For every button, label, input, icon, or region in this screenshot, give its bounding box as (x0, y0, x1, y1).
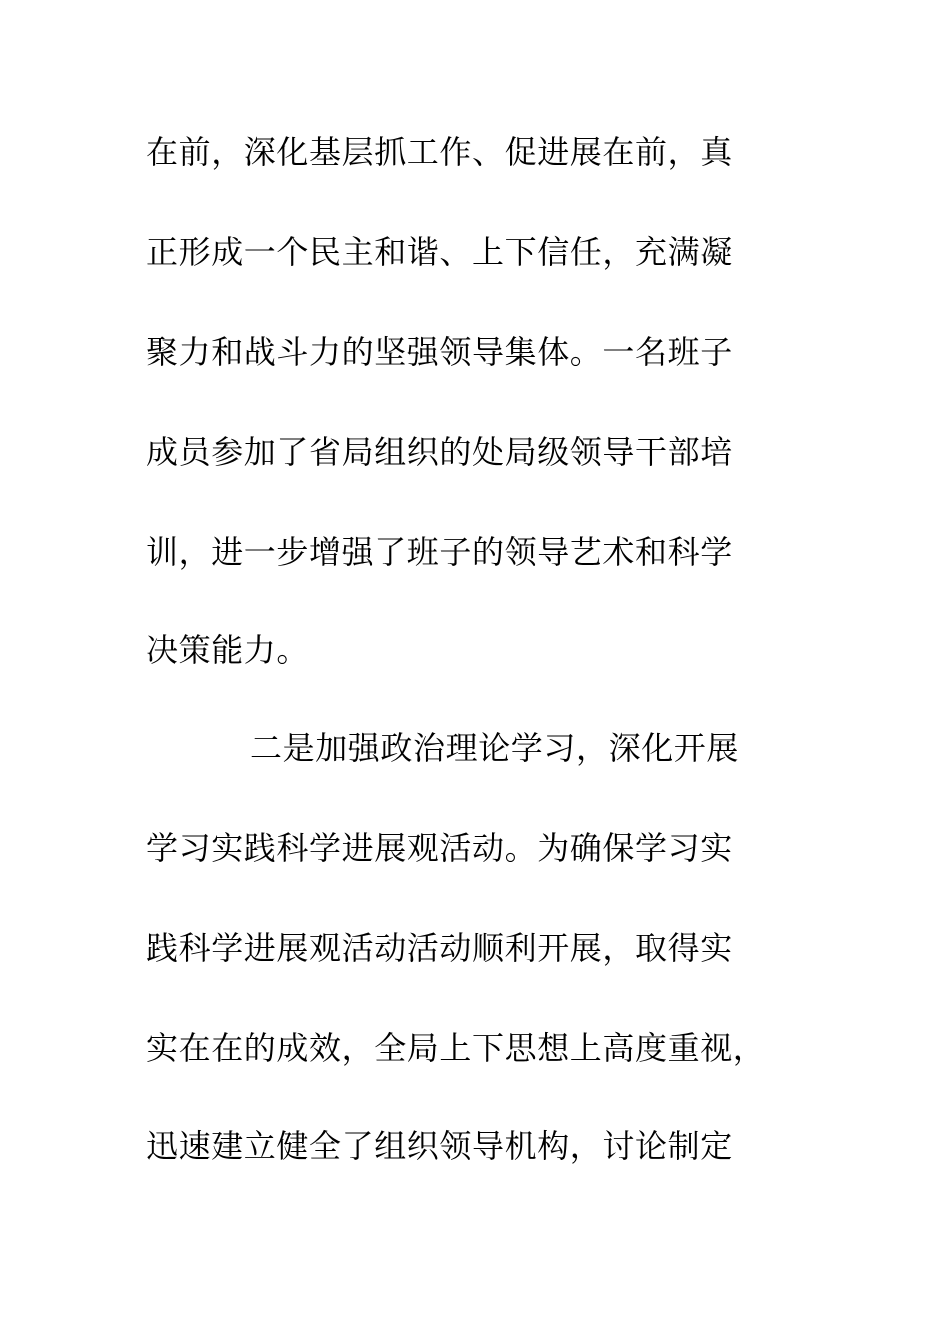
text-line: 迅速建立健全了组织领导机构，讨论制定 (146, 1127, 733, 1165)
text-line: 实在在的成效，全局上下思想上高度重视， (146, 1029, 766, 1067)
text-line: 在前，深化基层抓工作、促进展在前，真 (146, 133, 733, 171)
text-line: 成员参加了省局组织的处局级领导干部培 (146, 433, 733, 471)
text-line: 正形成一个民主和谐、上下信任，充满凝 (146, 233, 733, 271)
text-line: 决策能力。 (146, 631, 310, 669)
text-line: 学习实践科学进展观活动。为确保学习实 (146, 829, 733, 867)
text-line: 聚力和战斗力的坚强领导集体。一名班子 (146, 333, 733, 371)
text-line: 践科学进展观活动活动顺利开展，取得实 (146, 929, 733, 967)
text-line: 训，进一步增强了班子的领导艺术和科学 (146, 533, 733, 571)
paragraph-start-line: 二是加强政治理论学习，深化开展 (250, 729, 740, 767)
